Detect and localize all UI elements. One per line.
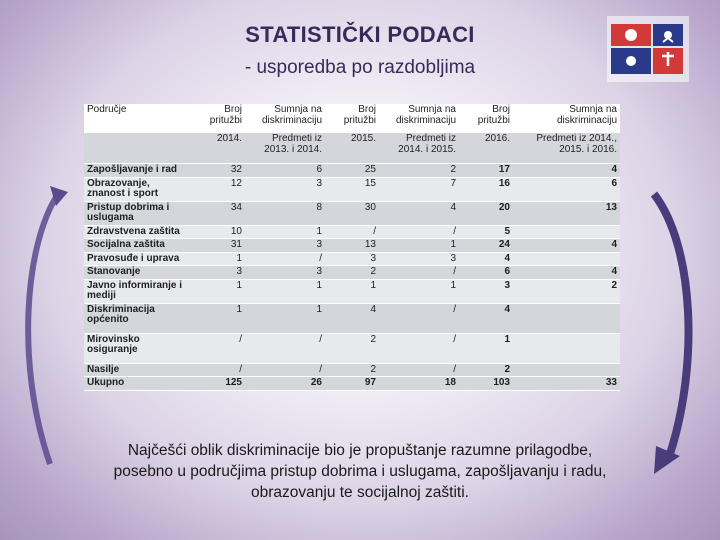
value-cell: 4 <box>513 164 620 178</box>
column-header: Broj pritužbi <box>325 104 379 133</box>
value-cell: 1 <box>245 279 325 303</box>
value-cell: 103 <box>459 377 513 391</box>
table-subheader-row <box>84 133 620 164</box>
value-cell: 3 <box>325 252 379 266</box>
value-cell: 3 <box>245 177 325 201</box>
area-cell: Diskriminacija općenito <box>84 303 191 333</box>
value-cell: 20 <box>459 201 513 225</box>
area-cell: Obrazovanje, znanost i sport <box>84 177 191 201</box>
value-cell: / <box>379 266 459 280</box>
column-subheader: Predmeti iz 2013. i 2014. <box>245 133 325 164</box>
value-cell: 13 <box>513 201 620 225</box>
value-cell: / <box>379 333 459 363</box>
value-cell: 4 <box>379 201 459 225</box>
table-total-row <box>84 377 620 391</box>
column-header: Područje <box>84 104 191 133</box>
value-cell: 5 <box>459 225 513 239</box>
area-cell: Pristup dobrima i uslugama <box>84 201 191 225</box>
value-cell: 24 <box>459 239 513 253</box>
value-cell <box>513 225 620 239</box>
column-header: Sumnja na diskriminaciju <box>379 104 459 133</box>
value-cell: 4 <box>459 252 513 266</box>
left-curved-arrow-icon <box>10 186 72 476</box>
summary-line: Najčešći oblik diskriminacije bio je propuštanje razumne prilagodbe, <box>127 442 593 459</box>
value-cell: 1 <box>379 279 459 303</box>
summary-text <box>80 440 640 503</box>
right-curved-arrow-icon <box>648 186 710 476</box>
value-cell: 2 <box>459 363 513 377</box>
column-header: Broj pritužbi <box>459 104 513 133</box>
statistics-table <box>84 104 620 391</box>
value-cell: 18 <box>379 377 459 391</box>
value-cell: 1 <box>245 303 325 333</box>
value-cell: 10 <box>191 225 245 239</box>
value-cell: 26 <box>245 377 325 391</box>
value-cell: 2 <box>325 266 379 280</box>
column-subheader: 2016. <box>459 133 513 164</box>
column-header: Sumnja na diskriminaciju <box>245 104 325 133</box>
table-row <box>84 363 620 377</box>
summary-line: posebno u područjima pristup dobrima i uslugama, zapošljavanju i radu, <box>113 463 607 480</box>
slide-subtitle: - usporedba po razdobljima <box>244 57 476 78</box>
summary-line: obrazovanju te socijalnoj zaštiti. <box>251 484 469 501</box>
value-cell: 6 <box>245 164 325 178</box>
value-cell: 1 <box>245 225 325 239</box>
value-cell: 4 <box>513 266 620 280</box>
value-cell: / <box>245 363 325 377</box>
table-row <box>84 303 620 333</box>
value-cell: / <box>379 303 459 333</box>
value-cell <box>513 252 620 266</box>
area-cell: Stanovanje <box>84 266 191 280</box>
value-cell: 1 <box>191 252 245 266</box>
column-subheader: Predmeti iz 2014., 2015. i 2016. <box>513 133 620 164</box>
column-subheader: Predmeti iz 2014. i 2015. <box>379 133 459 164</box>
value-cell: 6 <box>459 266 513 280</box>
ombudsman-logo <box>607 16 689 82</box>
value-cell: 1 <box>459 333 513 363</box>
value-cell: 3 <box>245 266 325 280</box>
value-cell: 34 <box>191 201 245 225</box>
value-cell <box>513 303 620 333</box>
area-cell: Zdravstvena zaštita <box>84 225 191 239</box>
column-subheader: 2015. <box>325 133 379 164</box>
table-row <box>84 164 620 178</box>
table-row <box>84 252 620 266</box>
value-cell: 125 <box>191 377 245 391</box>
value-cell: 12 <box>191 177 245 201</box>
value-cell: / <box>379 225 459 239</box>
value-cell: 2 <box>325 333 379 363</box>
value-cell: 7 <box>379 177 459 201</box>
value-cell: 13 <box>325 239 379 253</box>
value-cell: 1 <box>325 279 379 303</box>
column-header: Broj pritužbi <box>191 104 245 133</box>
value-cell: 2 <box>379 164 459 178</box>
value-cell: 3 <box>191 266 245 280</box>
area-cell: Javno informiranje i mediji <box>84 279 191 303</box>
table-row <box>84 279 620 303</box>
table-header-row <box>84 104 620 133</box>
column-header: Sumnja na diskriminaciju <box>513 104 620 133</box>
area-cell: Mirovinsko osiguranje <box>84 333 191 363</box>
value-cell: 17 <box>459 164 513 178</box>
value-cell: / <box>379 363 459 377</box>
value-cell: 16 <box>459 177 513 201</box>
area-cell: Zapošljavanje i rad <box>84 164 191 178</box>
table-row <box>84 177 620 201</box>
area-cell: Socijalna zaštita <box>84 239 191 253</box>
value-cell: / <box>191 333 245 363</box>
table-row <box>84 239 620 253</box>
value-cell: 8 <box>245 201 325 225</box>
table-row <box>84 333 620 363</box>
column-subheader: 2014. <box>191 133 245 164</box>
value-cell: 25 <box>325 164 379 178</box>
value-cell: 1 <box>191 279 245 303</box>
value-cell: 3 <box>245 239 325 253</box>
value-cell: 4 <box>459 303 513 333</box>
value-cell: / <box>245 252 325 266</box>
column-subheader <box>84 133 191 164</box>
value-cell: / <box>245 333 325 363</box>
value-cell: 2 <box>513 279 620 303</box>
value-cell: 4 <box>325 303 379 333</box>
value-cell: 6 <box>513 177 620 201</box>
slide-title: STATISTIČKI PODACI <box>245 22 475 47</box>
table-row <box>84 266 620 280</box>
value-cell: / <box>191 363 245 377</box>
value-cell <box>513 363 620 377</box>
value-cell: 15 <box>325 177 379 201</box>
area-cell: Nasilje <box>84 363 191 377</box>
table-row <box>84 225 620 239</box>
value-cell: 3 <box>459 279 513 303</box>
area-cell: Ukupno <box>84 377 191 391</box>
value-cell: 97 <box>325 377 379 391</box>
value-cell: 4 <box>513 239 620 253</box>
value-cell: 1 <box>379 239 459 253</box>
area-cell: Pravosuđe i uprava <box>84 252 191 266</box>
value-cell <box>513 333 620 363</box>
table-row <box>84 201 620 225</box>
value-cell: 2 <box>325 363 379 377</box>
value-cell: 3 <box>379 252 459 266</box>
value-cell: 1 <box>191 303 245 333</box>
value-cell: 33 <box>513 377 620 391</box>
value-cell: / <box>325 225 379 239</box>
value-cell: 30 <box>325 201 379 225</box>
value-cell: 31 <box>191 239 245 253</box>
value-cell: 32 <box>191 164 245 178</box>
